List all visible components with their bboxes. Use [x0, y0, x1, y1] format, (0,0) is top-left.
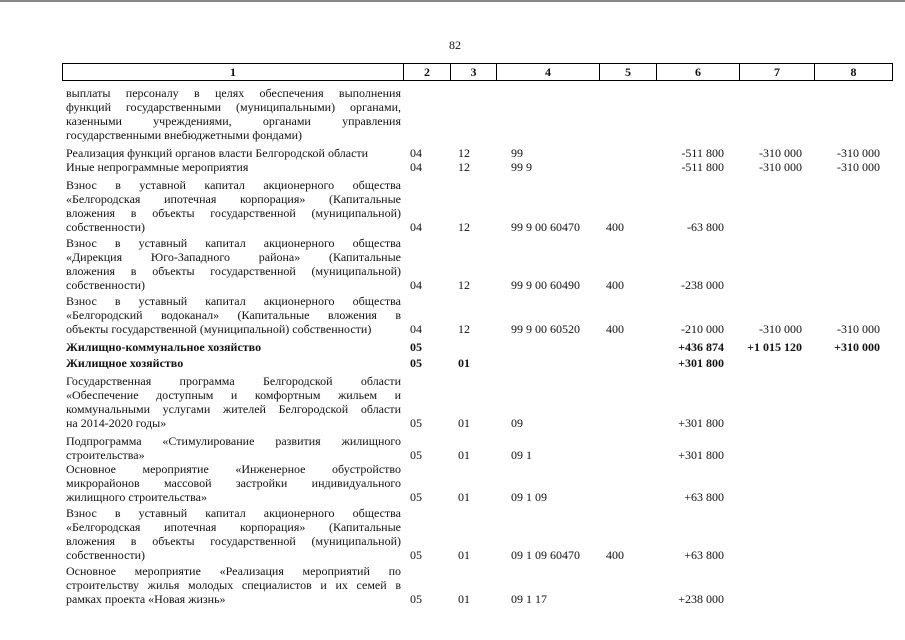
row-text-line: собственности) [66, 278, 146, 292]
row-text-line: функций государственными (муниципальными) органами, [66, 100, 401, 114]
column-header-7: 7 [740, 63, 815, 81]
row-text-line: Основное мероприятие «Инженерное обустройство [66, 462, 401, 476]
cell-c2: 05 [410, 448, 422, 462]
row-text-line: «Белгородская ипотечная корпорация» (Капитальные [66, 520, 401, 534]
column-header-4: 4 [497, 63, 600, 81]
cell-c6: +63 800 [684, 548, 724, 562]
row-text-line: казенными учреждениями, органами управления [66, 114, 401, 128]
cell-c5: 400 [606, 278, 624, 292]
cell-c4: 99 9 00 60490 [511, 278, 580, 292]
cell-c3: 01 [458, 448, 470, 462]
cell-c2: 05 [410, 592, 422, 606]
row-text-line: Государственная программа Белгородской области [66, 374, 401, 388]
row-text-line: вложения в объекты государственной (муниципальной) [66, 206, 401, 220]
cell-c3: 01 [458, 548, 470, 562]
cell-c6: -238 000 [681, 278, 724, 292]
cell-c3: 01 [458, 490, 470, 504]
cell-c6: +63 800 [684, 490, 724, 504]
cell-c4: 09 1 17 [511, 592, 547, 606]
row-text-line: Иные непрограммные мероприятия [66, 160, 249, 174]
cell-c4: 09 1 09 60470 [511, 548, 580, 562]
cell-c2: 05 [410, 490, 422, 504]
cell-c3: 01 [458, 592, 470, 606]
row-text-line: Взнос в уставной капитал акционерного общества [66, 178, 401, 192]
cell-c2: 05 [410, 356, 422, 370]
row-text-line: Жилищное хозяйство [66, 356, 184, 370]
cell-c3: 01 [458, 356, 470, 370]
column-header-5: 5 [600, 63, 657, 81]
cell-c4: 99 9 [511, 160, 532, 174]
row-text-line: Взнос в уставный капитал акционерного общества [66, 506, 401, 520]
row-text-line: Жилищно-коммунальное хозяйство [66, 340, 262, 354]
cell-c5: 400 [606, 220, 624, 234]
cell-c4: 09 1 [511, 448, 532, 462]
cell-c6: -210 000 [681, 322, 724, 336]
column-header-6: 6 [657, 63, 740, 81]
column-header-3: 3 [451, 63, 497, 81]
cell-c3: 12 [458, 278, 470, 292]
cell-c2: 04 [410, 160, 422, 174]
column-header-8: 8 [815, 63, 893, 81]
row-text-line: «Белгородский водоканал» (Капитальные вложения в [66, 308, 401, 322]
cell-c3: 12 [458, 160, 470, 174]
cell-c3: 12 [458, 146, 470, 160]
row-text-line: государственными внебюджетными фондами) [66, 128, 303, 142]
row-text-line: Подпрограмма «Стимулирование развития жилищного [66, 434, 401, 448]
cell-c3: 12 [458, 322, 470, 336]
row-text-line: собственности) [66, 220, 146, 234]
cell-c2: 04 [410, 220, 422, 234]
row-text-line: вложения в объекты государственной (муниципальной) [66, 534, 401, 548]
cell-c6: +301 800 [678, 448, 724, 462]
cell-c7: -310 000 [759, 146, 802, 160]
row-text-line: Взнос в уставный капитал акционерного общества [66, 294, 401, 308]
row-text-line: «Обеспечение доступным и комфортным жильем и [66, 388, 401, 402]
cell-c3: 12 [458, 220, 470, 234]
row-text-line: рамках проекта «Новая жизнь» [66, 592, 226, 606]
column-header-2: 2 [404, 63, 451, 81]
cell-c6: +436 874 [678, 340, 724, 354]
row-text-line: вложения в объекты государственной (муниципальной) [66, 264, 401, 278]
cell-c6: -511 800 [681, 160, 724, 174]
row-text-line: на 2014-2020 годы» [66, 416, 167, 430]
cell-c6: -63 800 [687, 220, 724, 234]
cell-c2: 04 [410, 322, 422, 336]
cell-c8: -310 000 [837, 160, 880, 174]
cell-c2: 05 [410, 340, 422, 354]
cell-c5: 400 [606, 322, 624, 336]
cell-c6: -511 800 [681, 146, 724, 160]
cell-c7: -310 000 [759, 160, 802, 174]
cell-c4: 99 9 00 60470 [511, 220, 580, 234]
row-text-line: жилищного строительства» [66, 490, 207, 504]
column-header-1: 1 [62, 63, 404, 81]
cell-c5: 400 [606, 548, 624, 562]
page-number: 82 [449, 38, 461, 52]
cell-c4: 99 9 00 60520 [511, 322, 580, 336]
row-text-line: Основное мероприятие «Реализация мероприятий по [66, 564, 401, 578]
cell-c2: 04 [410, 146, 422, 160]
cell-c4: 99 [511, 146, 523, 160]
row-text-line: микрорайонов массовой застройки индивидуального [66, 476, 401, 490]
cell-c8: +310 000 [834, 340, 880, 354]
cell-c7: +1 015 120 [747, 340, 802, 354]
row-text-line: объекты государственной (муниципальной) собственности) [66, 322, 372, 336]
row-text-line: выплаты персоналу в целях обеспечения выполнения [66, 86, 401, 100]
cell-c2: 04 [410, 278, 422, 292]
row-text-line: строительству жилья молодых специалистов и их семей в [66, 578, 401, 592]
top-rule [0, 0, 905, 2]
row-text-line: «Белгородская ипотечная корпорация» (Капитальные [66, 192, 401, 206]
row-text-line: собственности) [66, 548, 146, 562]
cell-c6: +301 800 [678, 356, 724, 370]
row-text-line: коммунальными услугами жителей Белгородской области [66, 402, 401, 416]
row-text-line: Взнос в уставный капитал акционерного общества [66, 236, 401, 250]
cell-c4: 09 1 09 [511, 490, 547, 504]
cell-c6: +238 000 [678, 592, 724, 606]
cell-c3: 01 [458, 416, 470, 430]
row-text-line: строительства» [66, 448, 145, 462]
cell-c7: -310 000 [759, 322, 802, 336]
cell-c8: -310 000 [837, 146, 880, 160]
cell-c2: 05 [410, 548, 422, 562]
cell-c2: 05 [410, 416, 422, 430]
row-text-line: «Дирекция Юго-Западного района» (Капитальные [66, 250, 401, 264]
cell-c4: 09 [511, 416, 523, 430]
row-text-line: Реализация функций органов власти Белгородской области [66, 146, 369, 160]
cell-c8: -310 000 [837, 322, 880, 336]
cell-c6: +301 800 [678, 416, 724, 430]
